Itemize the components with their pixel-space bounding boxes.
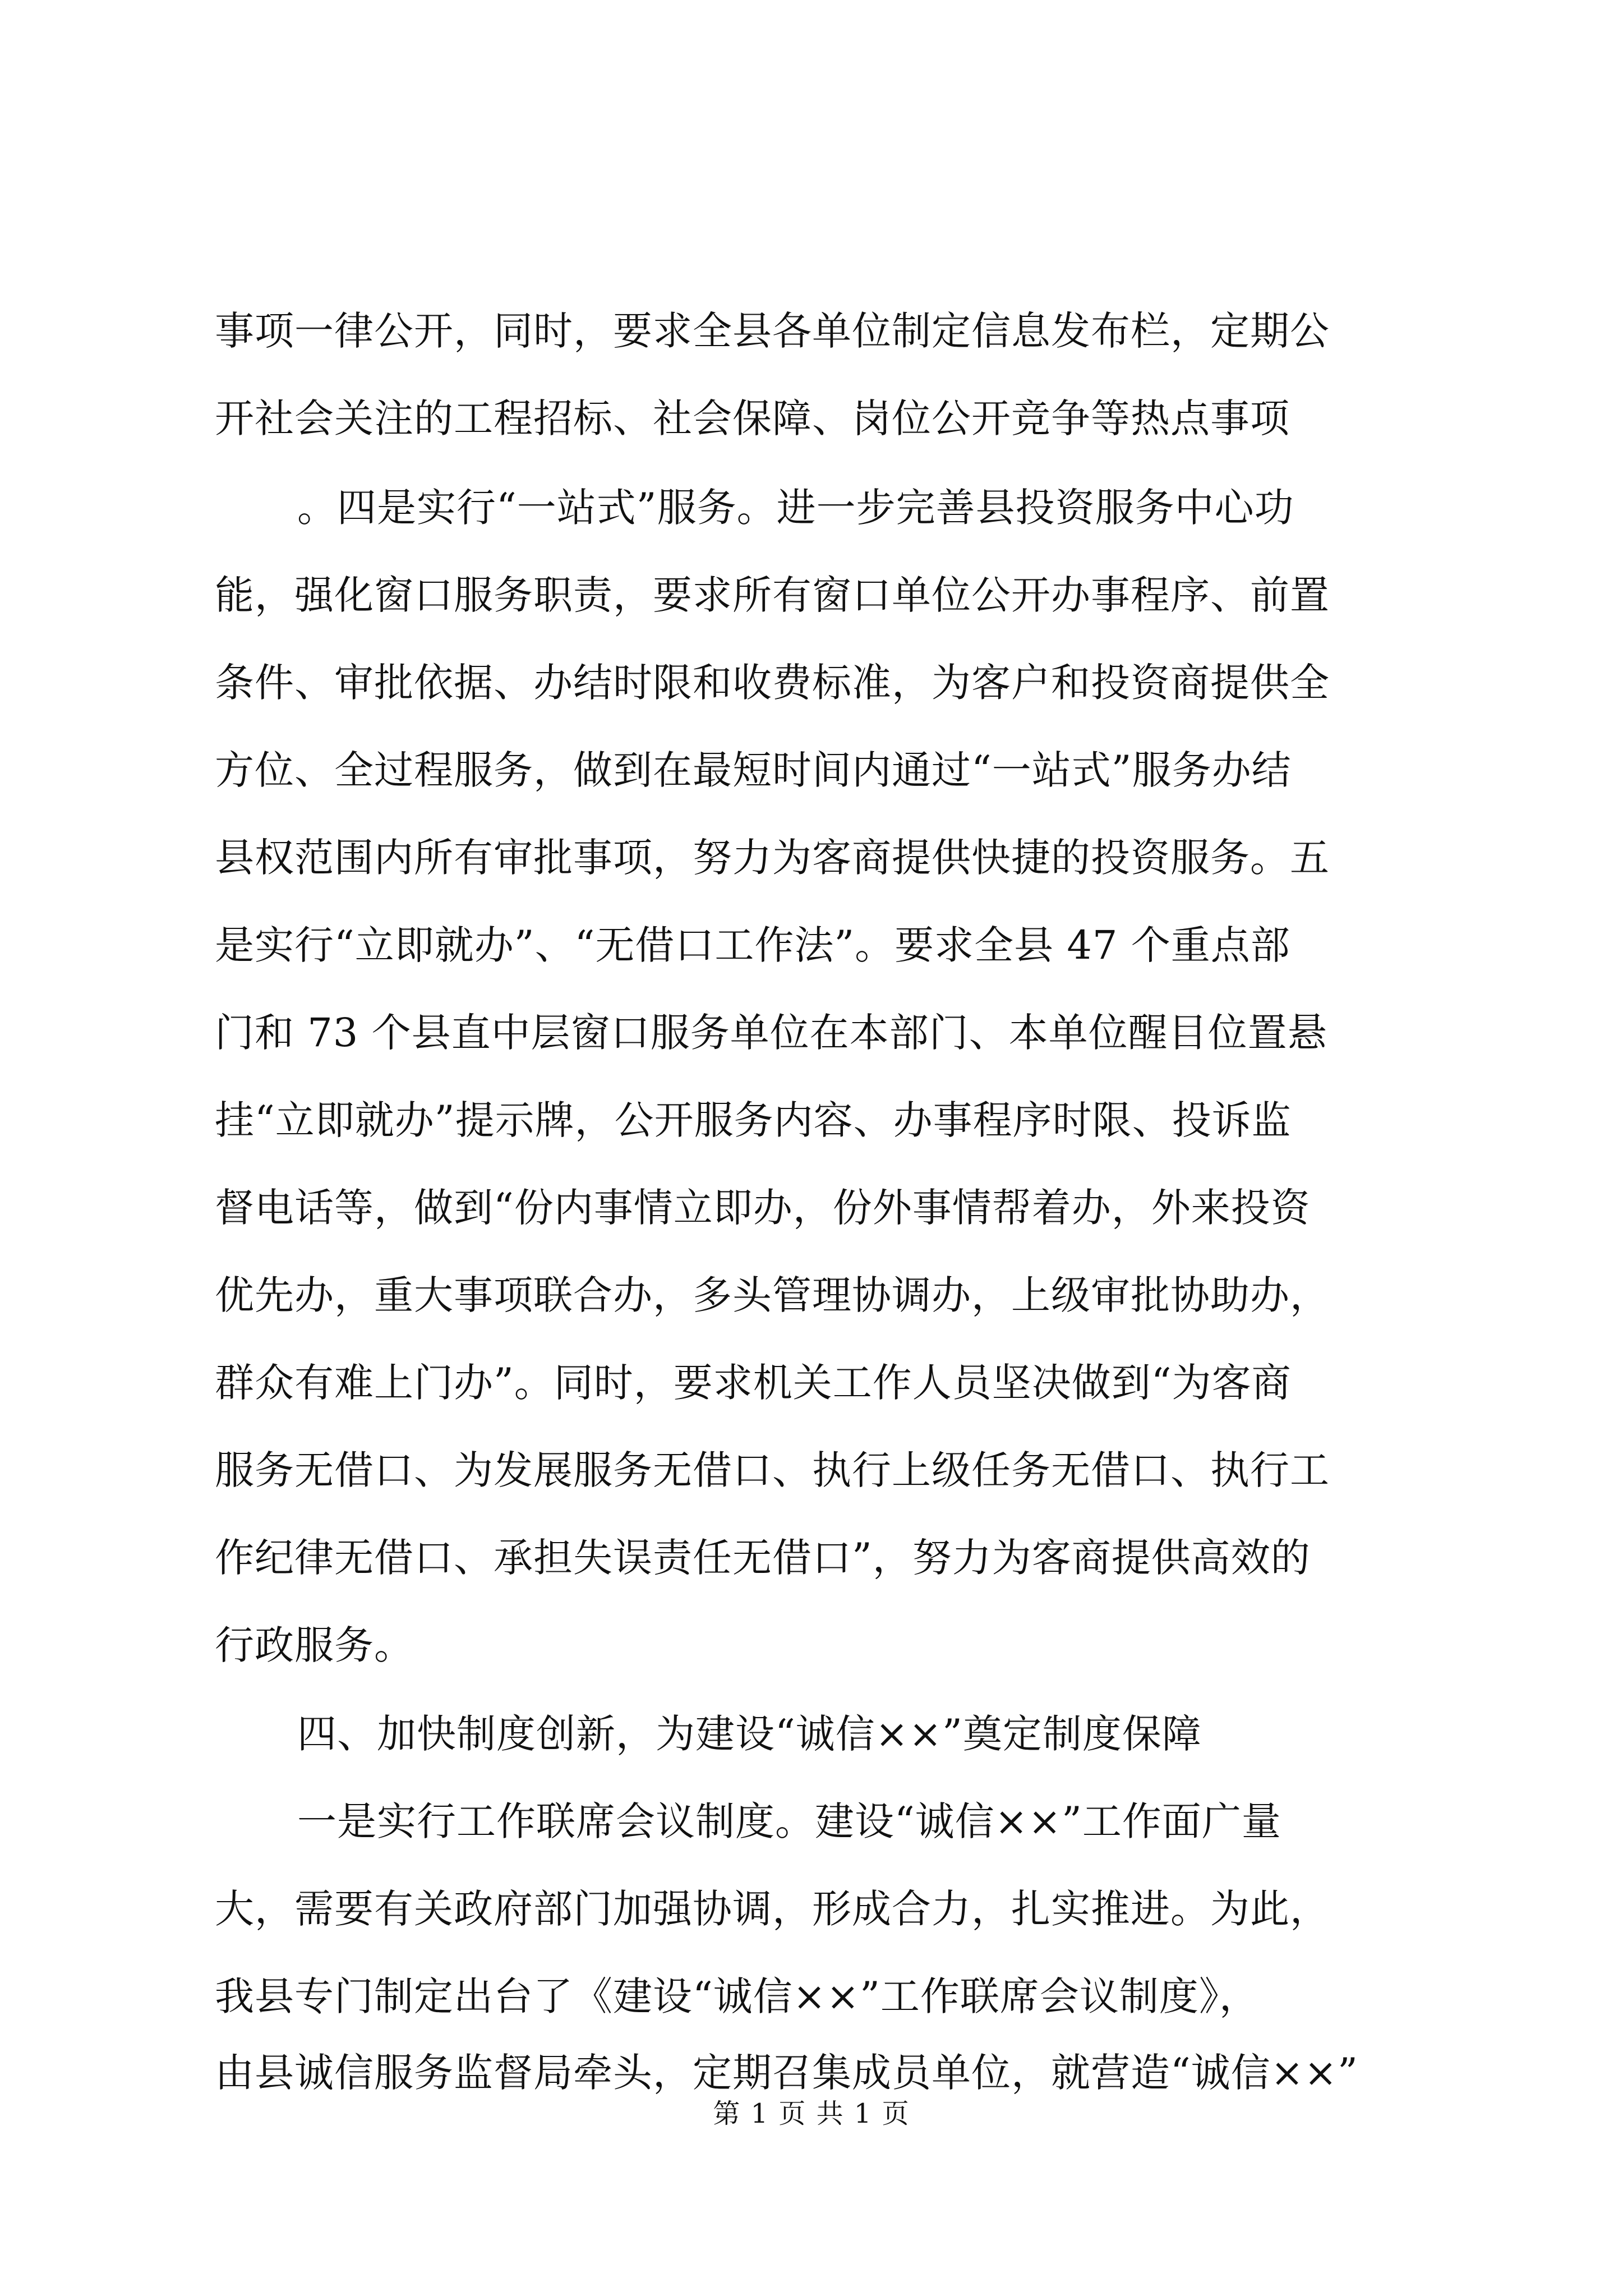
body-text-line: 服务无借口、为发展服务无借口、执行上级任务无借口、执行工 bbox=[215, 1447, 1330, 1493]
body-text-line: 行政服务。 bbox=[215, 1622, 414, 1668]
body-text-line: 开社会关注的工程招标、社会保障、岗位公开竞争等热点事项 bbox=[215, 395, 1290, 441]
body-text-line: 能，强化窗口服务职责，要求所有窗口单位公开办事程序、前置 bbox=[215, 572, 1330, 618]
body-text-line: 由县诚信服务监督局牵头，定期召集成员单位，就营造“诚信××” bbox=[215, 2050, 1358, 2096]
body-text-line: 我县专门制定出台了《建设“诚信××”工作联席会议制度》， bbox=[215, 1973, 1259, 2019]
body-text-line: 条件、审批依据、办结时限和收费标准，为客户和投资商提供全 bbox=[215, 660, 1330, 706]
page-footer: 第 1 页 共 1 页 bbox=[713, 2098, 910, 2129]
body-text-line: 作纪律无借口、承担失误责任无借口”，努力为客商提供高效的 bbox=[215, 1535, 1311, 1581]
body-text-line: 事项一律公开，同时，要求全县各单位制定信息发布栏，定期公 bbox=[215, 308, 1330, 354]
body-text-line: 优先办，重大事项联合办，多头管理协调办，上级审批协助办， bbox=[215, 1272, 1330, 1318]
body-text-line: 方位、全过程服务，做到在最短时间内通过“一站式”服务办结 bbox=[215, 747, 1292, 793]
body-text-line: 大，需要有关政府部门加强协调，形成合力，扎实推进。为此， bbox=[215, 1886, 1330, 1932]
section-heading: 四、加快制度创新，为建设“诚信××”奠定制度保障 bbox=[297, 1711, 1202, 1757]
body-text-line: 群众有难上门办”。同时，要求机关工作人员坚决做到“为客商 bbox=[215, 1360, 1292, 1406]
body-text-line: 县权范围内所有审批事项，努力为客商提供快捷的投资服务。五 bbox=[215, 835, 1330, 881]
body-text-line: 一是实行工作联席会议制度。建设“诚信××”工作面广量 bbox=[297, 1798, 1281, 1844]
body-text-line: 是实行“立即就办”、“无借口工作法”。要求全县 47 个重点部 bbox=[215, 922, 1290, 968]
body-text-line: 门和 73 个县直中层窗口服务单位在本部门、本单位醒目位置悬 bbox=[215, 1010, 1327, 1056]
body-text-line: 督电话等，做到“份内事情立即办，份外事情帮着办，外来投资 bbox=[215, 1185, 1311, 1231]
body-text-line: 挂“立即就办”提示牌，公开服务内容、办事程序时限、投诉监 bbox=[215, 1097, 1292, 1143]
body-text-line: 。四是实行“一站式”服务。进一步完善县投资服务中心功 bbox=[297, 485, 1294, 531]
